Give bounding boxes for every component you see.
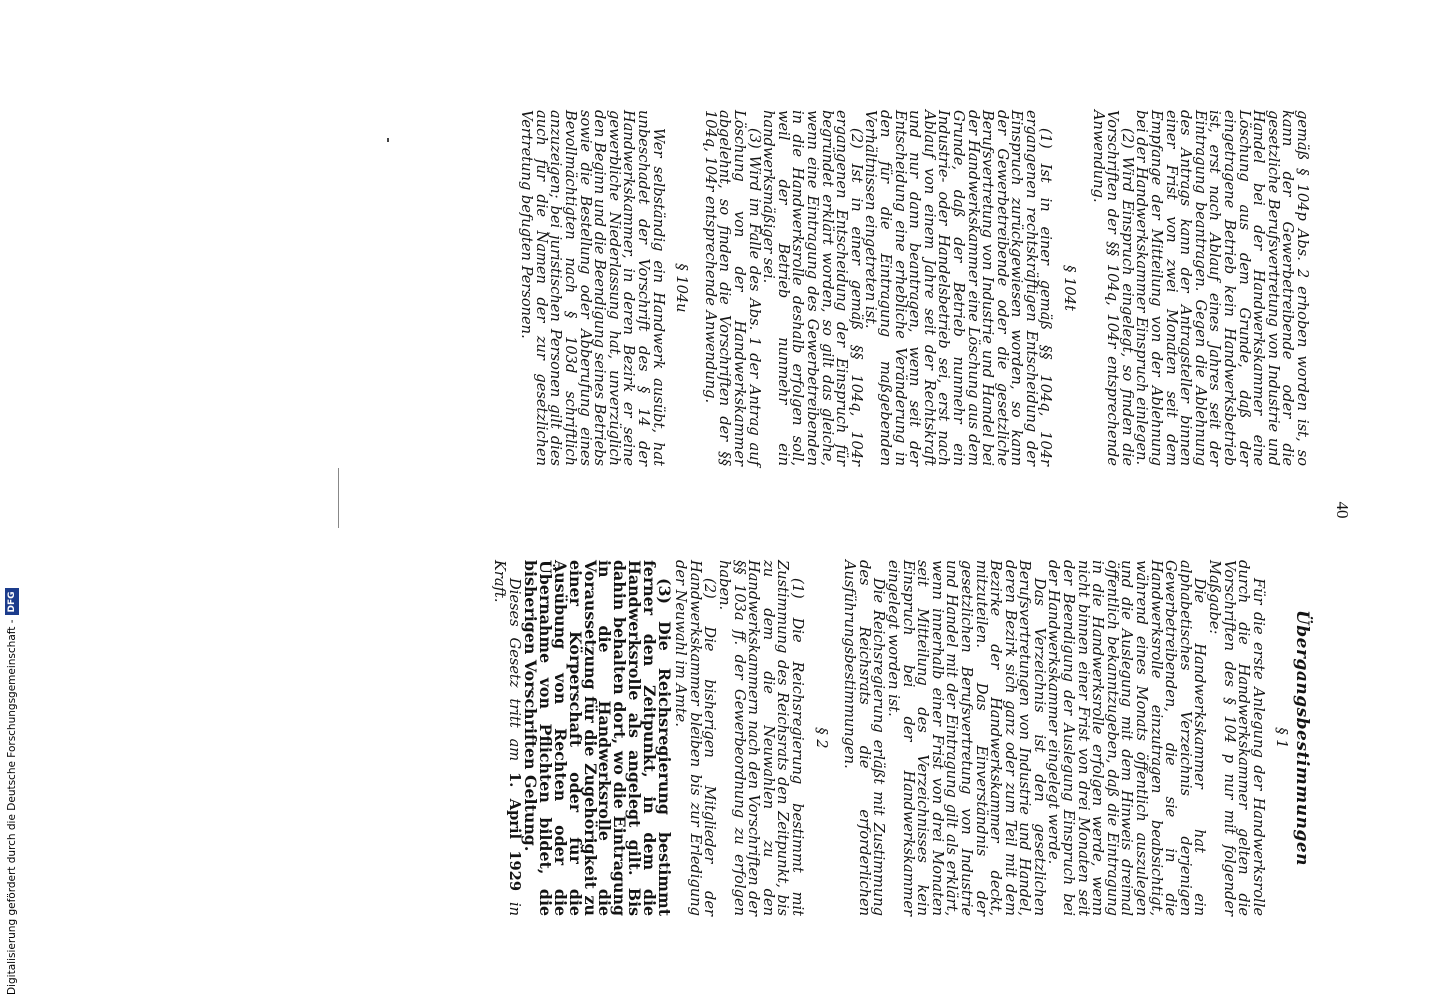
paragraph: Die Handwerkskammer hat ein alphabetisches Verzeichnis derjenigen Gewerbetreibenden, die sie in die Handwerksrolle einzutragen beabsichtigt, während eines Monats öffentlich auszulegen und die Auslegung mit dem Hinweis dreimal öffentlich bekanntzugeben, daß die Eintragung in die Handwerksrolle erfolgen werde, wenn nicht binnen einer Frist von drei Monaten seit der Beendigung der Auslegung Einspruch bei der Handwerkskammer eingelegt werde. (1045, 560, 1209, 916)
enactment-paragraph (492, 560, 521, 916)
digitization-footer (4, 591, 20, 995)
paragraph: gemäß § 104p Abs. 2 erhoben worden ist, so kann der Gewerbetreibende oder die gesetzliche Berufsvertretung von Industrie und Handel bei der Handwerkskammer eine Löschung aus dem Grunde, daß der eingetragene Betrieb kein Handwerksbetrieb ist, erst nach Ablauf eines Jahres seit der Eintragung beantragen. Gegen die Ablehnung des Antrags kann der Antragsteller binnen einer Frist von zwei Monaten seit dem Empfange der Mitteilung von der Ablehnung bei der Handwerkskammer Einspruch einlegen. (1133, 110, 1311, 466)
paragraph: Wer selbständig ein Handwerk ausübt, hat unbeschadet der Vorschrift des § 14 der Handwerkskammer, in deren Bezirk er seine gewerbliche Niederlassung hat, unverzüglich den Beginn und die Beendigung seines Betriebs sowie die Bestellung oder Abberufung eines Bevollmächtigten nach § 103d schriftlich anzuzeigen; bei juristischen Personen gilt dies auch für die Namen der zur gesetzlichen Vertretung befugten Personen. (518, 110, 667, 466)
scan-speck (387, 138, 389, 142)
paragraph: Die Reichsregierung erläßt mit Zustimmung des Reichsrats die erforderlichen Ausführungsbestimmungen. (841, 560, 888, 916)
paragraph: Für die erste Anlegung der Handwerksrolle durch die Handwerkskammer gelten die Vorschriften des § 104 p nur mit folgender Maßgabe: (1206, 560, 1267, 916)
paragraph: (1) Ist in einer gemäß §§ 104q, 104r ergangenen rechtskräftigen Entscheidung der Einspruch zurückgewiesen worden, so kann der Gewerbetreibende oder die gesetzliche Berufsvertretung von Industrie und Handel bei der Handwerkskammer eine Löschung aus dem Grunde, daß der Betrieb nunmehr ein Industrie- oder Handelsbetrieb sei, erst nach Ablauf von einem Jahre seit der Rechtskraft und nur dann beantragen, wenn seit der Entscheidung eine erhebliche Veränderung in den für die Eintragung maßgebenden Verhältnissen eingetreten ist. (862, 110, 1055, 466)
enactment-text: Dieses Gesetz tritt am (505, 578, 523, 762)
left-column (519, 110, 1309, 466)
page-number: 40 (1333, 501, 1352, 519)
paragraph: (2) Ist in einer gemäß §§ 104q, 104r ergangenen Entscheidung der Einspruch für begründet erklärt worden, so gilt das gleiche, wenn eine Eintragung des Gewerbetreibenden in die Handwerksrolle deshalb erfolgen soll, weil der Betrieb nunmehr ein handwerksmäßiger sei. (760, 110, 865, 466)
paragraph: (1) Die Reichsregierung bestimmt mit Zustimmung des Reichsrats den Zeitpunkt, bis zu dem die Neuwahlen zu den Handwerkskammern nach den Vorschriften der §§ 103a ff. der Gewerbeordnung zu erfolgen haben. (716, 560, 806, 916)
section-heading: § 104u (673, 263, 691, 313)
section-heading: § 2 (812, 727, 830, 749)
dfg-logo-icon: DFG (5, 588, 19, 615)
footer-text: Digitalisierung gefördert durch die Deutsche Forschungsgemeinschaft - (6, 619, 18, 995)
section-heading: § 104t (1061, 265, 1079, 311)
paragraph: (2) Die bisherigen Mitglieder der Handwerkskammer bleiben bis zur Erledigung der Neuwahl im Amte. (672, 560, 719, 916)
enactment-date: 1. April 1929 (505, 772, 523, 891)
section-heading: § 1 (1273, 727, 1291, 749)
transition-heading: Übergangsbestimmungen (1292, 609, 1312, 867)
scan-line (338, 468, 339, 528)
paragraph: Das Verzeichnis ist den gesetzlichen Berufsvertretungen von Industrie und Handel, deren Bezirk sich ganz oder zum Teil mit dem Bezirke der Handwerkskammer deckt, mitzuteilen. Das Einverständnis der gesetzlichen Berufsvertretung von Industrie und Handel mit der Eintragung gilt als erklärt, wenn innerhalb einer Frist von drei Monaten seit Mitteilung des Verzeichnisses kein Einspruch bei der Handwerkskammer eingelegt worden ist. (884, 560, 1048, 916)
bold-paragraph: (3) Die Reichsregierung bestimmt ferner den Zeitpunkt, in dem die Handwerksrolle als angelegt gilt. Bis dahin behalten dort, wo die Eintragung in die Handwerksrolle die Voraussetzung für die Zugehörigkeit zu einer Körperschaft oder für die Ausübung von Rechten oder die Übernahme von Pflichten bildet, die bisherigen Vorschriften Geltung. (521, 560, 674, 916)
enactment-text: in Kraft. (491, 560, 523, 917)
paragraph: (2) Wird Einspruch eingelegt, so finden die Vorschriften der §§ 104q, 104r entsprechende Anwendung. (1089, 110, 1136, 466)
right-column (492, 560, 1310, 916)
paragraph: (3) Wird im Falle des Abs. 1 der Antrag auf Löschung von der Handwerkskammer abgelehnt, so finden die Vorschriften der §§ 104q, 104r entsprechende Anwendung. (701, 110, 763, 466)
